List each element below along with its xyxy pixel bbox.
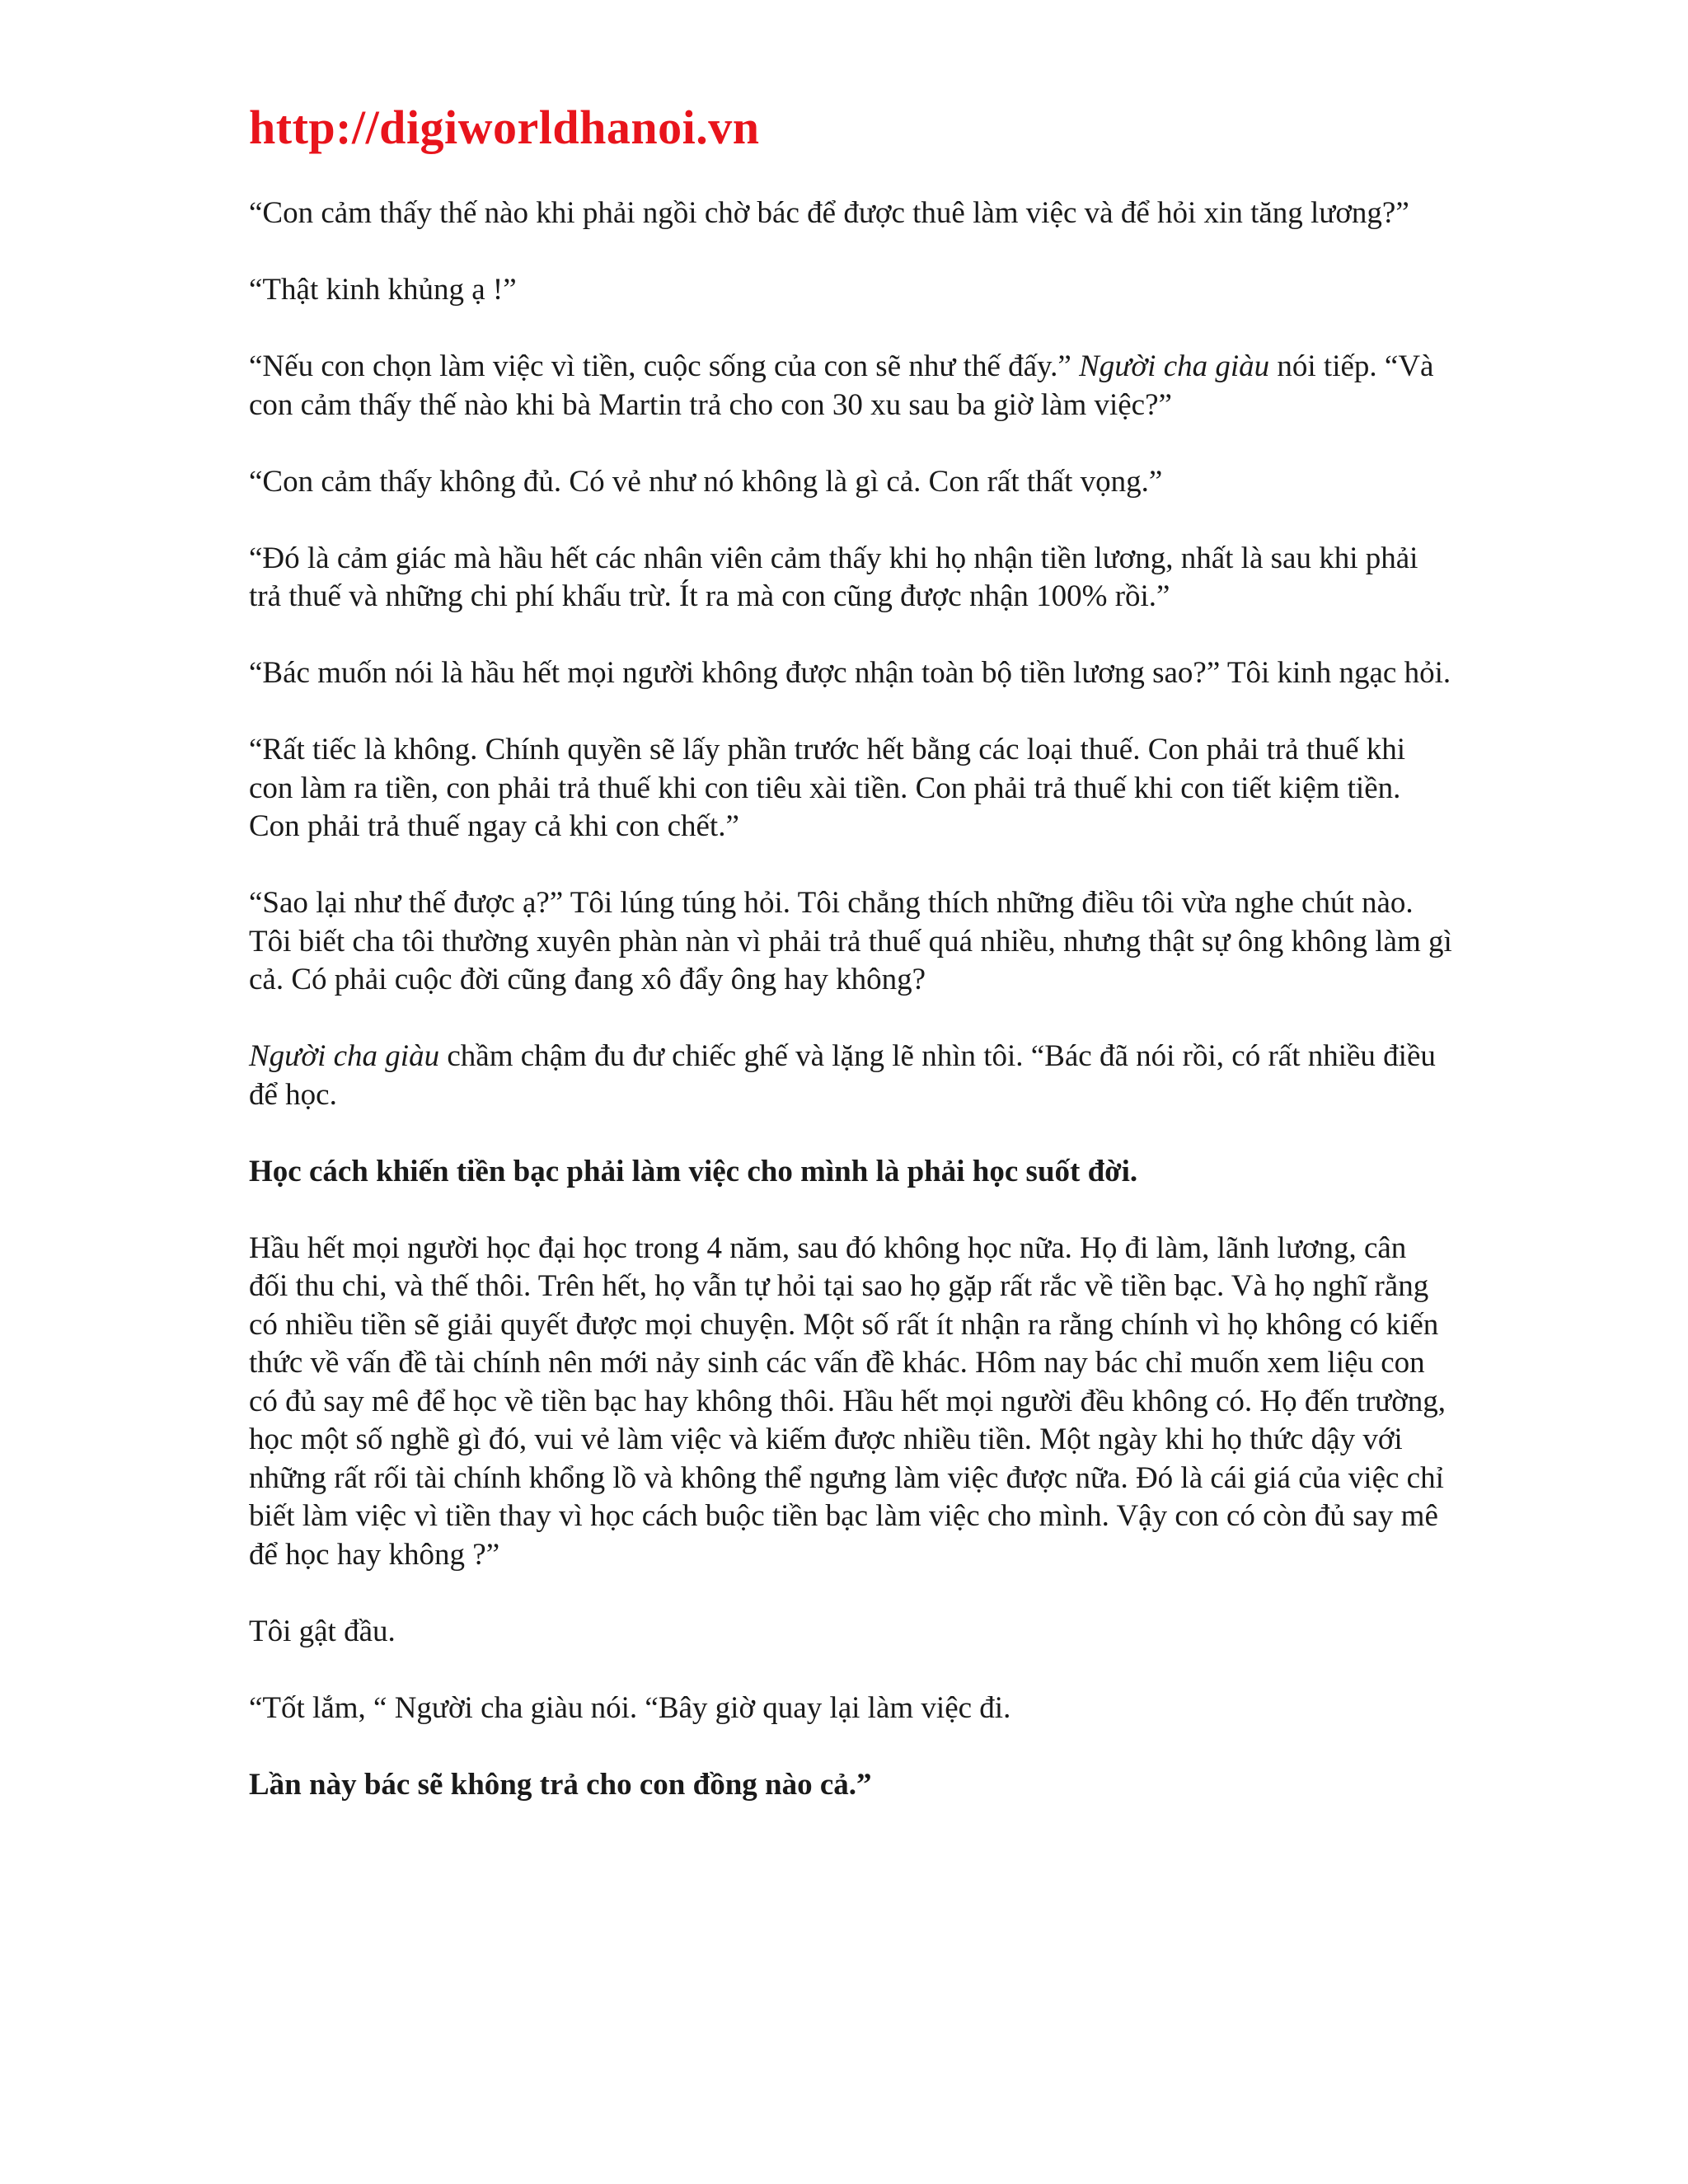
paragraph-choose-work-for-money (249, 348, 1452, 424)
paragraph-employees-feeling: “Đó là cảm giác mà hầu hết các nhân viên cảm thấy khi họ nhận tiền lương, nhất là sau khi phải trả thuế và những chi phí khấu trừ. Ít ra mà con cũng được nhận 100% rồi.” (249, 541, 1418, 613)
paragraph-text: chầm chậm đu đư chiếc ghế và lặng lẽ nhìn tôi. “Bác đã nói rồi, có rất nhiều điều để học. (249, 1039, 1436, 1112)
paragraph-not-enough: “Con cảm thấy không đủ. Có vẻ như nó không là gì cả. Con rất thất vọng.” (249, 464, 1163, 499)
paragraph-text: “Nếu con chọn làm việc vì tiền, cuộc sống của con sẽ như thế đấy.” (249, 349, 1080, 383)
paragraph-most-people-college: Hầu hết mọi người học đại học trong 4 năm, sau đó không học nữa. Họ đi làm, lãnh lương, cân đối thu chi, và thế thôi. Trên hết, họ vẫn tự hỏi tại sao họ gặp rất rắc về tiền bạc. Và họ nghĩ rằng có nhiều tiền sẽ giải quyết được mọi chuyện. Một số rất ít nhận ra rằng chính vì họ không có kiến thức về vấn đề tài chính nên mới nảy sinh các vấn đề khác. Hôm nay bác chỉ muốn xem liệu con có đủ say mê để học về tiền bạc hay không thôi. Hầu hết mọi người đều không có. Họ đến trường, học một số nghề gì đó, vui vẻ làm việc và kiếm được nhiều tiền. Một ngày khi họ thức dậy với những rất rối tài chính khổng lồ và không thể ngưng làm việc được nữa. Đó là cái giá của việc chỉ biết làm việc vì tiền thay vì học cách buộc tiền bạc làm việc cho mình. Vậy con có còn đủ say mê để học hay không ?” (249, 1230, 1447, 1572)
paragraph-no-pay-bold: Lần này bác sẽ không trả cho con đồng nào cả.” (249, 1767, 872, 1802)
paragraph-taxes: “Rất tiếc là không. Chính quyền sẽ lấy phần trước hết bằng các loại thuế. Con phải trả thuế khi con làm ra tiền, con phải trả thuế khi con tiêu xài tiền. Con phải trả thuế khi con tiết kiệm tiền. Con phải trả thuế ngay cả khi con chết.” (249, 733, 1406, 843)
paragraph-question-waiting: “Con cảm thấy thế nào khi phải ngồi chờ bác để được thuê làm việc và để hỏi xin tăng lương?” (249, 196, 1409, 230)
paragraph-back-to-work: “Tốt lắm, “ Người cha giàu nói. “Bây giờ quay lại làm việc đi. (249, 1690, 1011, 1725)
paragraph-rich-dad-rocks-chair (249, 1038, 1452, 1114)
paragraph-terrible: “Thật kinh khủng ạ !” (249, 273, 517, 307)
paragraph-how-can-that-be: “Sao lại như thế được ạ?” Tôi lúng túng hỏi. Tôi chẳng thích những điều tôi vừa nghe chút nào. Tôi biết cha tôi thường xuyên phàn nàn vì phải trả thuế quá nhiều, nhưng thật sự ông không làm gì cả. Có phải cuộc đời cũng đang xô đẩy ông hay không? (249, 886, 1452, 996)
document-page (249, 99, 1452, 1843)
paragraph-i-nodded: Tôi gật đầu. (249, 1614, 396, 1648)
paragraph-text: nói tiếp. “Và con cảm thấy thế nào khi bà Martin trả cho con 30 xu sau ba giờ làm việc?” (249, 349, 1434, 422)
rich-dad-italic: Người cha giàu (1079, 349, 1270, 383)
rich-dad-italic: Người cha giàu (249, 1039, 440, 1073)
paragraph-lifelong-learning-bold: Học cách khiến tiền bạc phải làm việc cho mình là phải học suốt đời. (249, 1154, 1138, 1188)
site-url-header: http://digiworldhanoi.vn (249, 101, 760, 154)
paragraph-full-salary-question: “Bác muốn nói là hầu hết mọi người không được nhận toàn bộ tiền lương sao?” Tôi kinh ngạc hỏi. (249, 656, 1451, 690)
